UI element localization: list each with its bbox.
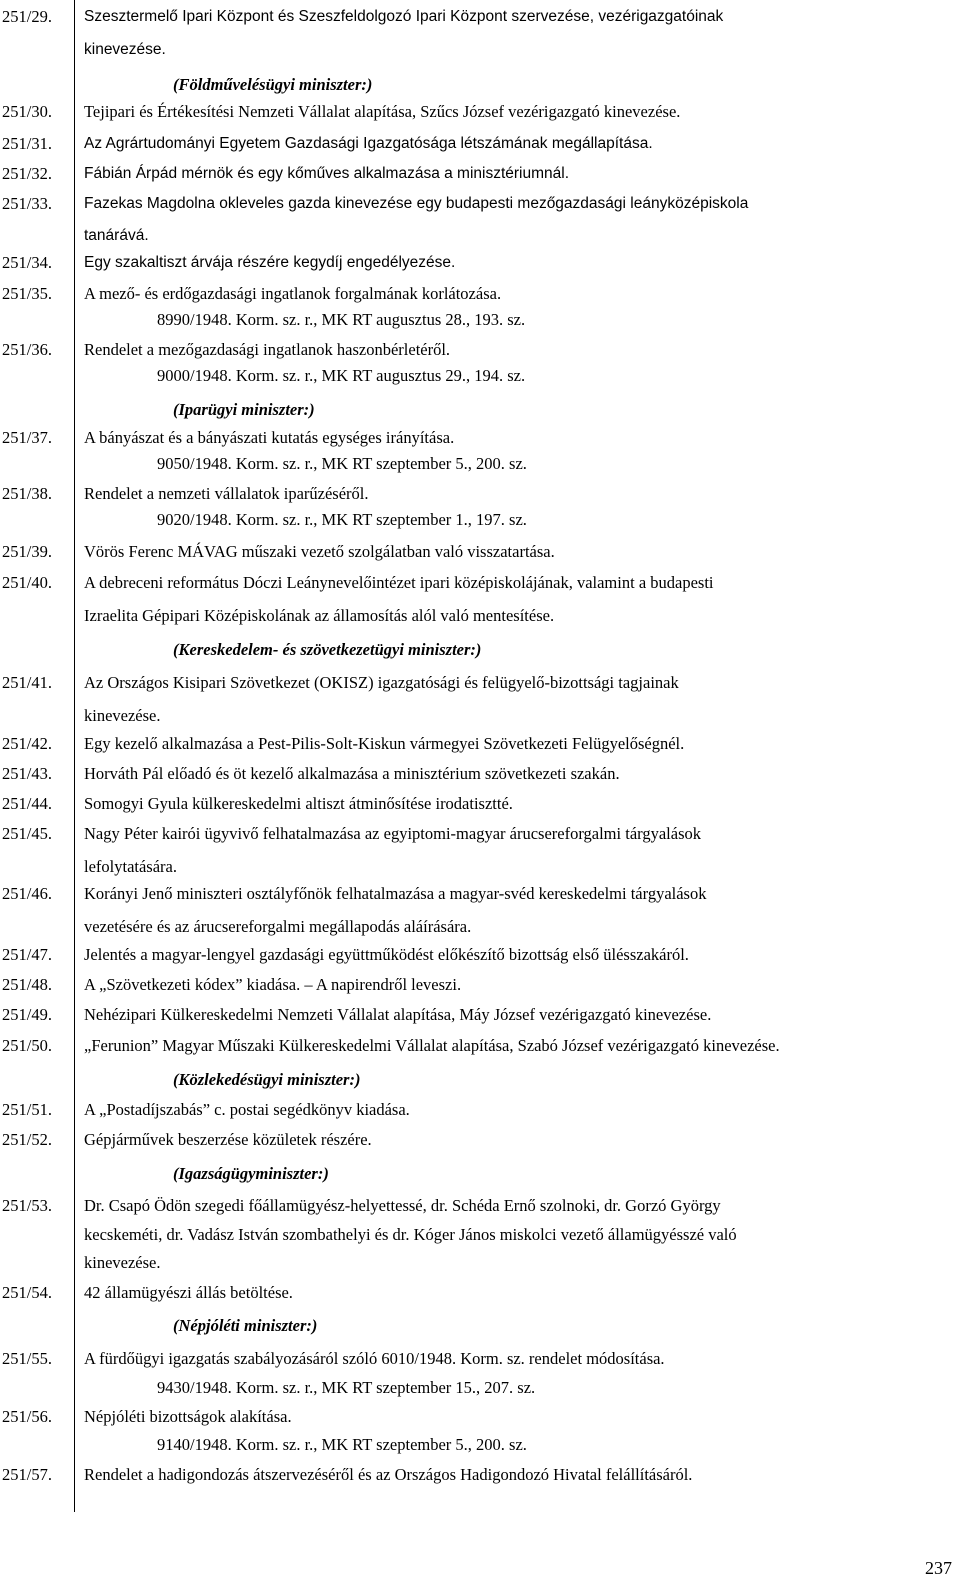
entry-line bbox=[0, 541, 960, 563]
entry-citation: 9000/1948. Korm. sz. r., MK RT augusztus 29., 194. sz. bbox=[157, 366, 526, 385]
entry-line bbox=[0, 6, 960, 28]
entry-line bbox=[0, 856, 960, 878]
section-heading bbox=[0, 639, 960, 661]
entry-text: kinevezése. bbox=[84, 706, 161, 725]
entry-citation: 9050/1948. Korm. sz. r., MK RT szeptember 5., 200. sz. bbox=[157, 454, 527, 473]
entry-line bbox=[0, 1348, 960, 1370]
entry-text: Fábián Árpád mérnök és egy kőműves alkalmazása a minisztériumnál. bbox=[84, 165, 570, 182]
entry-line bbox=[0, 339, 960, 361]
page-number: 237 bbox=[925, 1558, 952, 1578]
entry-line bbox=[0, 1224, 960, 1246]
entry-number: 251/52. bbox=[2, 1130, 52, 1149]
entry-line bbox=[0, 1129, 960, 1151]
entry-number: 251/42. bbox=[2, 734, 52, 753]
entry-text: Szesztermelő Ipari Központ és Szeszfeldolgozó Ipari Központ szervezése, vezérigazgatóinak bbox=[84, 8, 724, 25]
entry-text: Dr. Csapó Ödön szegedi főállamügyész-helyettessé, dr. Schéda Ernő szolnoki, dr. Gorzó György bbox=[84, 1196, 721, 1215]
entry-line bbox=[0, 793, 960, 815]
entry-text: Egy kezelő alkalmazása a Pest-Pilis-Solt-Kiskun vármegyei Szövetkezeti Felügyelőségnél. bbox=[84, 734, 685, 753]
entry-text: kecskeméti, dr. Vadász István szombathelyi és dr. Kóger János miskolci vezető államügyésszé való bbox=[84, 1225, 737, 1244]
section-heading bbox=[0, 1069, 960, 1091]
entry-citation: 9430/1948. Korm. sz. r., MK RT szeptember 15., 207. sz. bbox=[157, 1378, 536, 1397]
entry-text: 42 államügyészi állás betöltése. bbox=[84, 1283, 293, 1302]
entry-citation-line bbox=[0, 509, 960, 531]
entry-text: A „Szövetkezeti kódex” kiadása. – A napirendről leveszi. bbox=[84, 975, 462, 994]
entry-number: 251/51. bbox=[2, 1100, 52, 1119]
entry-text: Vörös Ferenc MÁVAG műszaki vezető szolgálatban való visszatartása. bbox=[84, 542, 555, 561]
entry-text: Horváth Pál előadó és öt kezelő alkalmazása a minisztérium szövetkezeti szakán. bbox=[84, 764, 620, 783]
entry-text: vezetésére és az árucsereforgalmi megállapodás aláírására. bbox=[84, 917, 472, 936]
entry-text: kinevezése. bbox=[84, 41, 166, 58]
entry-text: Az Országos Kisipari Szövetkezet (OKISZ) igazgatósági és felügyelő-bizottsági tagjainak bbox=[84, 673, 679, 692]
entry-number: 251/31. bbox=[2, 134, 52, 153]
entry-line bbox=[0, 163, 960, 185]
entry-line bbox=[0, 427, 960, 449]
entry-line bbox=[0, 193, 960, 215]
entry-number: 251/29. bbox=[2, 7, 52, 26]
entry-text: Jelentés a magyar-lengyel gazdasági együttműködést előkészítő bizottság első ülésszakáról. bbox=[84, 945, 689, 964]
entry-line bbox=[0, 1099, 960, 1121]
entry-text: Tejipari és Értékesítési Nemzeti Vállalat alapítása, Szűcs József vezérigazgató kinevezése. bbox=[84, 102, 681, 121]
entry-number: 251/48. bbox=[2, 975, 52, 994]
entry-citation-line bbox=[0, 1377, 960, 1399]
entry-number: 251/55. bbox=[2, 1349, 52, 1368]
entry-text: A mező- és erdőgazdasági ingatlanok forgalmának korlátozása. bbox=[84, 284, 502, 303]
entry-line bbox=[0, 483, 960, 505]
entry-number: 251/49. bbox=[2, 1005, 52, 1024]
entry-number: 251/53. bbox=[2, 1196, 52, 1215]
entry-text: Somogyi Gyula külkereskedelmi altiszt átminősítése irodatisztté. bbox=[84, 794, 513, 813]
entry-text: A bányászat és a bányászati kutatás egységes irányítása. bbox=[84, 428, 455, 447]
entry-number: 251/41. bbox=[2, 673, 52, 692]
entry-text: Nehézipari Külkereskedelmi Nemzeti Vállalat alapítása, Máy József vezérigazgató kinevezése. bbox=[84, 1005, 712, 1024]
entry-number: 251/50. bbox=[2, 1036, 52, 1055]
section-heading bbox=[0, 1163, 960, 1185]
entry-number: 251/34. bbox=[2, 253, 52, 272]
entry-citation-line bbox=[0, 1434, 960, 1456]
entry-text: Nagy Péter kairói ügyvivő felhatalmazása az egyiptomi-magyar árucsereforgalmi tárgyalások bbox=[84, 824, 701, 843]
entry-line bbox=[0, 133, 960, 155]
entry-line bbox=[0, 883, 960, 905]
entry-number: 251/54. bbox=[2, 1283, 52, 1302]
entry-number: 251/46. bbox=[2, 884, 52, 903]
section-heading bbox=[0, 1315, 960, 1337]
entry-line bbox=[0, 1406, 960, 1428]
entry-line bbox=[0, 733, 960, 755]
entry-number: 251/30. bbox=[2, 102, 52, 121]
entry-text: Rendelet a nemzeti vállalatok iparűzéséről. bbox=[84, 484, 369, 503]
entry-line bbox=[0, 705, 960, 727]
entry-text: Gépjárművek beszerzése közületek részére. bbox=[84, 1130, 372, 1149]
entry-text: „Ferunion” Magyar Műszaki Külkereskedelmi Vállalat alapítása, Szabó József vezérigazgató kinevezése. bbox=[84, 1036, 780, 1055]
entry-line bbox=[0, 763, 960, 785]
entry-line bbox=[0, 974, 960, 996]
entry-number: 251/44. bbox=[2, 794, 52, 813]
entry-line bbox=[0, 101, 960, 123]
entry-line bbox=[0, 672, 960, 694]
entry-text: A fürdőügyi igazgatás szabályozásáról szóló 6010/1948. Korm. sz. rendelet módosítása. bbox=[84, 1349, 665, 1368]
entry-number: 251/35. bbox=[2, 284, 52, 303]
entry-line bbox=[0, 1282, 960, 1304]
entry-line bbox=[0, 252, 960, 274]
entry-line bbox=[0, 1464, 960, 1486]
entry-text: Egy szakaltiszt árvája részére kegydíj engedélyezése. bbox=[84, 254, 456, 271]
entry-line bbox=[0, 1195, 960, 1217]
section-heading-text: (Kereskedelem- és szövetkezetügyi miniszter:) bbox=[173, 640, 482, 659]
entry-line bbox=[0, 944, 960, 966]
section-heading bbox=[0, 399, 960, 421]
section-heading-text: (Földművelésügyi miniszter:) bbox=[173, 75, 373, 94]
entry-line bbox=[0, 605, 960, 627]
entry-text: lefolytatására. bbox=[84, 857, 177, 876]
entry-number: 251/39. bbox=[2, 542, 52, 561]
entry-line bbox=[0, 1035, 960, 1057]
section-heading-text: (Népjóléti miniszter:) bbox=[173, 1316, 318, 1335]
entry-citation: 9140/1948. Korm. sz. r., MK RT szeptember 5., 200. sz. bbox=[157, 1435, 527, 1454]
entry-citation-line bbox=[0, 309, 960, 331]
entry-line bbox=[0, 1004, 960, 1026]
entry-text: kinevezése. bbox=[84, 1253, 161, 1272]
entry-text: Rendelet a mezőgazdasági ingatlanok haszonbérletéről. bbox=[84, 340, 451, 359]
entry-text: Az Agrártudományi Egyetem Gazdasági Igazgatósága létszámának megállapítása. bbox=[84, 135, 653, 152]
entry-number: 251/40. bbox=[2, 573, 52, 592]
entry-number: 251/33. bbox=[2, 194, 52, 213]
entry-text: Rendelet a hadigondozás átszervezéséről és az Országos Hadigondozó Hivatal felállításáról. bbox=[84, 1465, 693, 1484]
entry-text: A debreceni református Dóczi Leánynevelőintézet ipari középiskolájának, valamint a budapesti bbox=[84, 573, 714, 592]
entry-text: Korányi Jenő miniszteri osztályfőnök felhatalmazása a magyar-svéd kereskedelmi tárgyalások bbox=[84, 884, 707, 903]
entry-number: 251/32. bbox=[2, 164, 52, 183]
entry-number: 251/56. bbox=[2, 1407, 52, 1426]
section-heading bbox=[0, 74, 960, 96]
entry-line bbox=[0, 572, 960, 594]
entry-number: 251/37. bbox=[2, 428, 52, 447]
entry-line bbox=[0, 283, 960, 305]
section-heading-text: (Igazságügyminiszter:) bbox=[173, 1164, 329, 1183]
entry-citation: 9020/1948. Korm. sz. r., MK RT szeptember 1., 197. sz. bbox=[157, 510, 527, 529]
entry-text: Izraelita Gépipari Középiskolának az államosítás alól való mentesítése. bbox=[84, 606, 555, 625]
entry-number: 251/57. bbox=[2, 1465, 52, 1484]
entry-citation: 8990/1948. Korm. sz. r., MK RT augusztus 28., 193. sz. bbox=[157, 310, 526, 329]
entry-number: 251/45. bbox=[2, 824, 52, 843]
entry-line bbox=[0, 1252, 960, 1274]
entry-text: tanárává. bbox=[84, 227, 149, 244]
section-heading-text: (Iparügyi miniszter:) bbox=[173, 400, 315, 419]
entry-number: 251/43. bbox=[2, 764, 52, 783]
entry-number: 251/47. bbox=[2, 945, 52, 964]
entry-text: Fazekas Magdolna okleveles gazda kinevezése egy budapesti mezőgazdasági leányközépiskola bbox=[84, 195, 749, 212]
entry-citation-line bbox=[0, 453, 960, 475]
entry-line bbox=[0, 39, 960, 61]
entry-text: Népjóléti bizottságok alakítása. bbox=[84, 1407, 292, 1426]
entry-line bbox=[0, 823, 960, 845]
entry-number: 251/36. bbox=[2, 340, 52, 359]
entry-number: 251/38. bbox=[2, 484, 52, 503]
entry-line bbox=[0, 225, 960, 247]
section-heading-text: (Közlekedésügyi miniszter:) bbox=[173, 1070, 361, 1089]
entry-citation-line bbox=[0, 365, 960, 387]
entry-text: A „Postadíjszabás” c. postai segédkönyv kiadása. bbox=[84, 1100, 410, 1119]
entry-line bbox=[0, 916, 960, 938]
